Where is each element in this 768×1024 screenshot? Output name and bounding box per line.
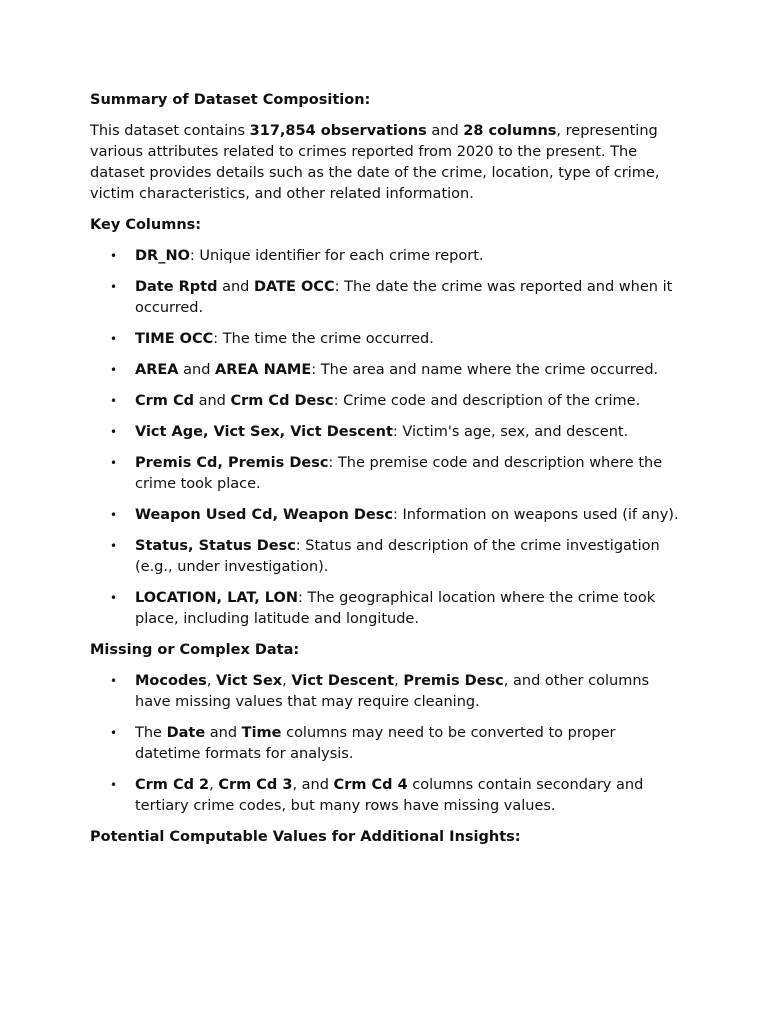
item-text: , and bbox=[292, 777, 334, 793]
list-item bbox=[135, 723, 680, 765]
item-text: columns may need to be converted to proper datetime formats for analysis. bbox=[135, 725, 616, 762]
summary-paragraph bbox=[90, 121, 680, 205]
column-name: LOCATION, LAT, LON bbox=[135, 590, 298, 606]
item-text: : Unique identifier for each crime report. bbox=[189, 248, 484, 264]
column-name: Premis Cd, Premis Desc bbox=[135, 455, 329, 471]
column-name: Crm Cd bbox=[135, 393, 194, 409]
item-text: : The area and name where the crime occurred. bbox=[311, 362, 659, 378]
item-text: , bbox=[394, 673, 404, 689]
summary-heading: Summary of Dataset Composition: bbox=[90, 92, 371, 108]
column-name: AREA NAME bbox=[215, 362, 312, 378]
item-text: : The time the crime occurred. bbox=[213, 331, 434, 347]
item-text: , bbox=[209, 777, 219, 793]
summary-text: , representing various attributes related to crimes reported from 2020 to the present. The dataset provides details such as the date of the crime, location, type of crime, victim characteristics, and other related information. bbox=[90, 123, 660, 202]
item-text: and bbox=[193, 393, 231, 409]
column-name: Vict Sex bbox=[216, 673, 283, 689]
list-item bbox=[135, 422, 680, 443]
column-name: Crm Cd 4 bbox=[333, 777, 408, 793]
item-text: : Information on weapons used (if any). bbox=[392, 507, 679, 523]
list-item bbox=[135, 391, 680, 412]
item-text: and bbox=[205, 725, 242, 741]
summary-text: and bbox=[426, 123, 464, 139]
item-text: , bbox=[282, 673, 292, 689]
list-item bbox=[135, 671, 680, 713]
list-item bbox=[135, 453, 680, 495]
column-name: TIME OCC bbox=[135, 331, 214, 347]
list-item bbox=[135, 536, 680, 578]
item-text: and bbox=[217, 279, 254, 295]
column-name: Vict Age, Vict Sex, Vict Descent bbox=[135, 424, 393, 440]
item-text: : The date the crime was reported and when it occurred. bbox=[135, 279, 673, 316]
columns-count: 28 columns bbox=[463, 123, 557, 139]
column-name: Premis Desc bbox=[403, 673, 504, 689]
item-text: : Victim's age, sex, and descent. bbox=[392, 424, 629, 440]
item-text: : Status and description of the crime investigation (e.g., under investigation). bbox=[135, 538, 660, 575]
item-text: : Crime code and description of the crime. bbox=[333, 393, 641, 409]
column-name: Vict Descent bbox=[291, 673, 395, 689]
list-item bbox=[135, 775, 680, 817]
column-name: Crm Cd 2 bbox=[135, 777, 210, 793]
column-name: Weapon Used Cd, Weapon Desc bbox=[135, 507, 393, 523]
item-text: , and other columns have missing values that may require cleaning. bbox=[135, 673, 650, 710]
column-name: AREA bbox=[135, 362, 179, 378]
missing-data-list bbox=[90, 671, 680, 817]
observations-count: 317,854 observations bbox=[249, 123, 427, 139]
column-name: Date Rptd bbox=[135, 279, 218, 295]
item-text: The bbox=[135, 725, 167, 741]
list-item bbox=[135, 588, 680, 630]
column-name: Date bbox=[166, 725, 206, 741]
key-columns-list bbox=[90, 246, 680, 630]
summary-text: This dataset contains bbox=[90, 123, 250, 139]
column-name: Mocodes bbox=[135, 673, 207, 689]
column-name: Crm Cd 3 bbox=[218, 777, 293, 793]
column-name: Time bbox=[241, 725, 282, 741]
key-columns-heading: Key Columns: bbox=[90, 217, 202, 233]
item-text: columns contain secondary and tertiary crime codes, but many rows have missing values. bbox=[135, 777, 644, 814]
item-text: : The premise code and description where the crime took place. bbox=[135, 455, 663, 492]
list-item bbox=[135, 246, 680, 267]
list-item bbox=[135, 505, 680, 526]
list-item bbox=[135, 329, 680, 350]
column-name: DR_NO bbox=[135, 248, 190, 264]
column-name: DATE OCC bbox=[254, 279, 335, 295]
item-text: , bbox=[206, 673, 217, 689]
missing-data-heading: Missing or Complex Data: bbox=[90, 642, 300, 658]
list-item bbox=[135, 277, 680, 319]
column-name: Status, Status Desc bbox=[135, 538, 296, 554]
list-item bbox=[135, 360, 680, 381]
item-text: : The geographical location where the crime took place, including latitude and longitude. bbox=[135, 590, 656, 627]
column-name: Crm Cd Desc bbox=[230, 393, 334, 409]
potential-values-heading: Potential Computable Values for Additional Insights: bbox=[90, 829, 521, 845]
item-text: and bbox=[178, 362, 216, 378]
